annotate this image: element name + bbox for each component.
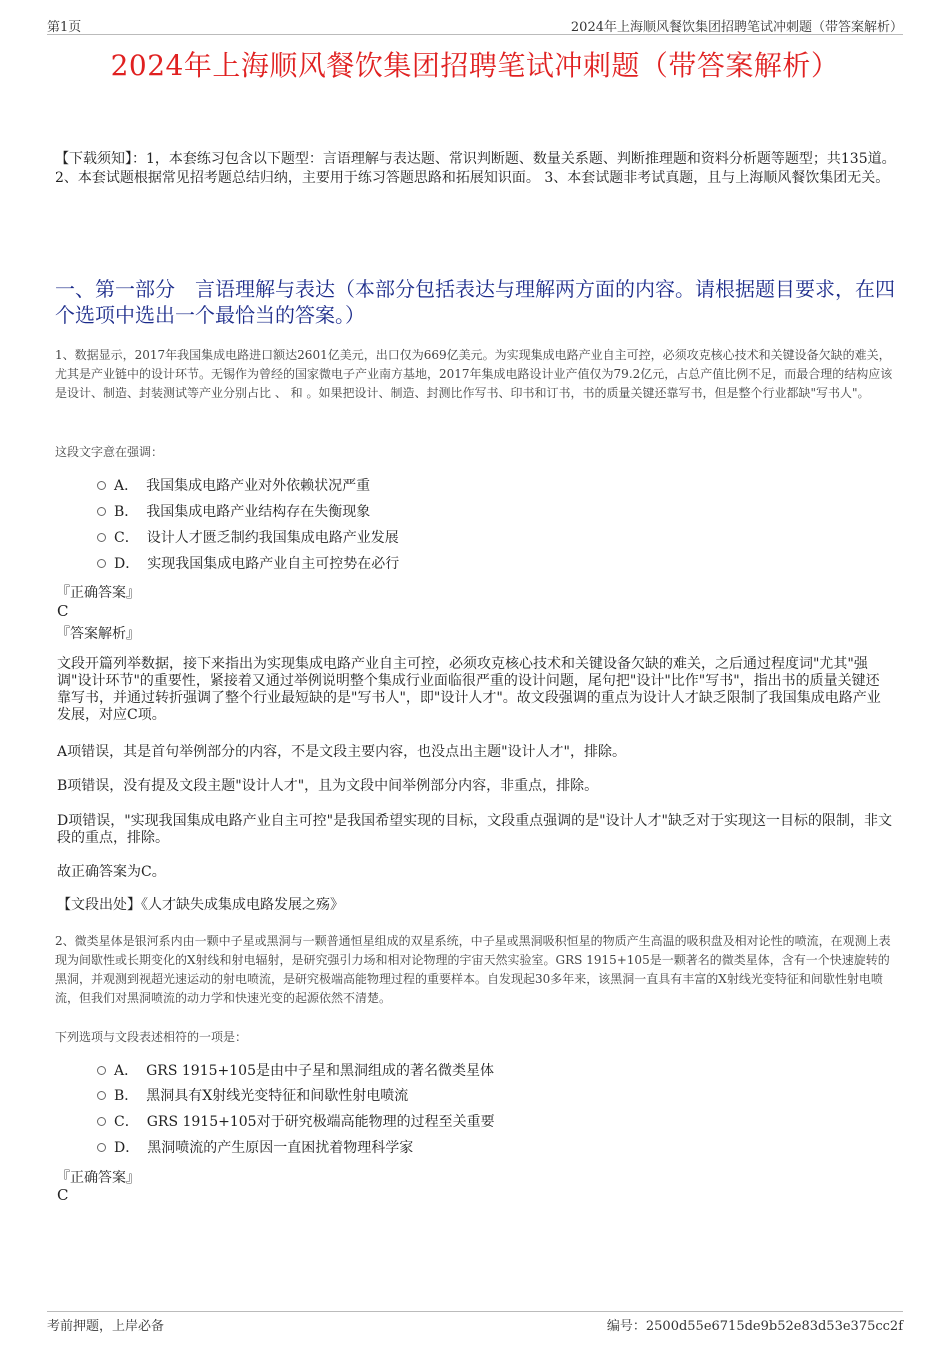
question-1-analysis-a: A项错误，其是首句举例部分的内容，不是文段主要内容，也没点出主题"设计人才"，排除。 <box>57 744 626 760</box>
question-1-text: 1、数据显示，2017年我国集成电路进口额达2601亿美元，出口仅为669亿美元。为实现集成电路产业自主可控，必须攻克核心技术和关键设备欠缺的难关，尤其是产业链中的设计环节。无锡作为曾经的国家微电子产业南方基地，2017年集成电路设计业产值仅为79.2亿元，占总产值比例不足，而最合理的结构应该是设计、制造、封装测试等产业分别占比 、 和 。如果把设计、制造、封测比作写书、印书和订书，书的质量关键还靠写书，但是整个行业都缺"写书人"。 <box>55 348 893 400</box>
page-header <box>47 12 903 35</box>
question-1-prompt: 这段文字意在强调： <box>55 445 164 459</box>
question-2-option-a[interactable]: A． GRS 1915+105是由中子星和黑洞组成的著名微类星体 <box>97 1061 494 1081</box>
question-2-option-d[interactable]: D． 黑洞喷流的产生原因一直困扰着物理科学家 <box>97 1138 413 1158</box>
question-2-option-b[interactable]: B． 黑洞具有X射线光变特征和间歇性射电喷流 <box>97 1086 408 1106</box>
question-1-analysis-b: B项错误，没有提及文段主题"设计人才"，且为文段中间举例部分内容，非重点，排除。 <box>57 778 599 794</box>
question-1-option-b[interactable]: B． 我国集成电路产业结构存在失衡现象 <box>97 502 370 522</box>
question-1-answer: C <box>57 602 69 620</box>
download-notice: 【下载须知】：1，本套练习包含以下题型：言语理解与表达题、常识判断题、数量关系题、判断推理题和资料分析题等题型；共135道。 2、本套试题根据常见招考题总结归纳，主要用于练习答题思路和拓展知识面。 3、本套试题非考试真题，且与上海顺风餐饮集团无关。 <box>55 151 896 186</box>
radio-icon[interactable] <box>97 559 106 568</box>
question-1-analysis-conclusion: 故正确答案为C。 <box>57 864 166 880</box>
radio-icon[interactable] <box>97 533 106 542</box>
question-1-option-c[interactable]: C． 设计人才匮乏制约我国集成电路产业发展 <box>97 528 399 548</box>
question-1-option-d[interactable]: D． 实现我国集成电路产业自主可控势在必行 <box>97 554 399 574</box>
question-2-prompt: 下列选项与文段表述相符的一项是： <box>55 1030 248 1044</box>
radio-icon[interactable] <box>97 507 106 516</box>
page-footer <box>47 1311 903 1334</box>
section-title: 一、第一部分 言语理解与表达（本部分包括表达与理解两方面的内容。请根据题目要求，在四个选项中选出一个最恰当的答案。） <box>55 277 895 327</box>
question-2-answer: C <box>57 1186 69 1204</box>
question-1-option-a[interactable]: A． 我国集成电路产业对外依赖状况严重 <box>97 476 370 496</box>
footer-slogan: 考前押题，上岸必备 <box>47 1319 165 1334</box>
question-1-source: 【文段出处】《人才缺失成集成电路发展之殇》 <box>57 897 344 913</box>
question-2-answer-label: 『正确答案』 <box>56 1170 140 1186</box>
radio-icon[interactable] <box>97 1091 106 1100</box>
question-1-analysis-label: 『答案解析』 <box>56 626 140 642</box>
question-1-analysis-d: D项错误，"实现我国集成电路产业自主可控"是我国希望实现的目标，文段重点强调的是"设计人才"缺乏对于实现这一目标的限制，非文段的重点，排除。 <box>57 813 892 846</box>
document-title: 2024年上海顺风餐饮集团招聘笔试冲刺题（带答案解析） <box>110 49 840 82</box>
radio-icon[interactable] <box>97 1117 106 1126</box>
question-1-analysis-main: 文段开篇列举数据，接下来指出为实现集成电路产业自主可控，必须攻克核心技术和关键设备欠缺的难关，之后通过程度词"尤其"强调"设计环节"的重要性，紧接着又通过举例说明整个集成行业面临很严重的设计问题，尾句把"设计"比作"写书"，指出书的质量关键还靠写书，并通过转折强调了整个行业最短缺的是"写书人"，即"设计人才"。故文段强调的重点为设计人才缺乏限制了我国集成电路产业发展，对应C项。 <box>57 656 881 723</box>
question-2-text: 2、微类星体是银河系内由一颗中子星或黑洞与一颗普通恒星组成的双星系统，中子星或黑洞吸积恒星的物质产生高温的吸积盘及相对论性的喷流，在观测上表现为间歇性或长期变化的X射线和射电辐射，是研究强引力场和相对论物理的宇宙天然实验室。GRS 1915+105是一颗著名的微类星体，含有一个快速旋转的黑洞，并观测到视超光速运动的射电喷流，是研究极端高能物理过程的重要样本。自发现起30多年来，该黑洞一直具有丰富的X射线光变特征和间歇性射电喷流，但我们对黑洞喷流的动力学和快速光变的起源依然不清楚。 <box>55 934 891 1005</box>
question-1-answer-label: 『正确答案』 <box>56 585 140 601</box>
radio-icon[interactable] <box>97 1066 106 1075</box>
radio-icon[interactable] <box>97 481 106 490</box>
radio-icon[interactable] <box>97 1143 106 1152</box>
question-2-option-c[interactable]: C． GRS 1915+105对于研究极端高能物理的过程至关重要 <box>97 1112 495 1132</box>
footer-serial: 编号：2500d55e6715de9b52e83d53e375cc2f <box>606 1319 903 1334</box>
page-number: 第1页 <box>47 20 82 35</box>
header-doc-title: 2024年上海顺风餐饮集团招聘笔试冲刺题（带答案解析） <box>570 20 903 35</box>
